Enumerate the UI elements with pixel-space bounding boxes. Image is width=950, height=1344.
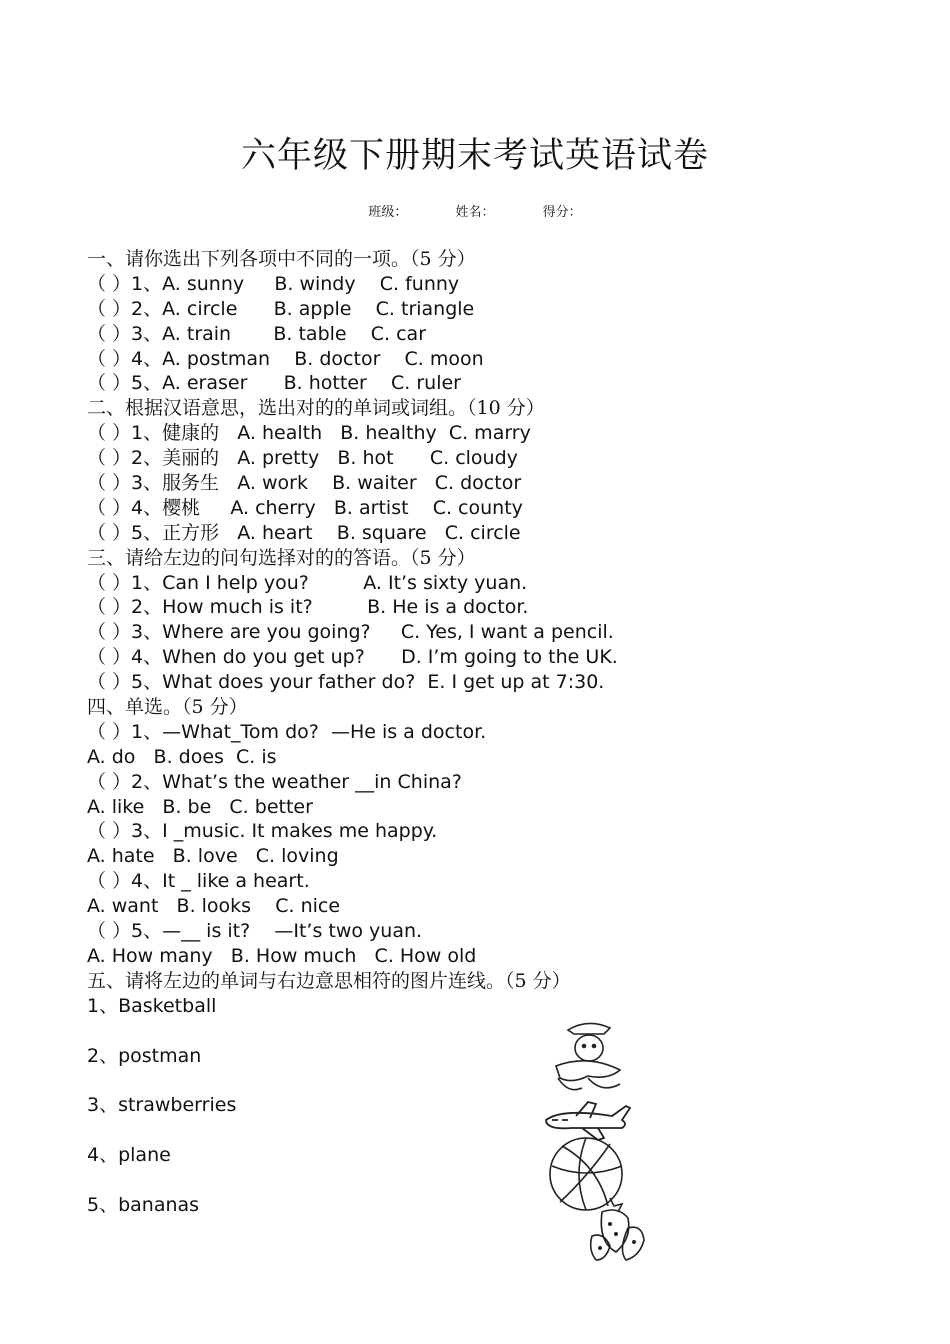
section-heading: 三、请给左边的问句选择对的的答语。（5 分） — [87, 546, 476, 569]
score-label: 得分： — [542, 205, 582, 220]
postman-icon — [556, 1023, 620, 1089]
question-line: （ ）3、A. train B. table C. car — [87, 322, 427, 345]
question-line: A. hate B. love C. loving — [87, 845, 339, 868]
question-line: （ ）2、A. circle B. apple C. triangle — [87, 297, 475, 320]
section-heading: 二、根据汉语意思，选出对的的单词或词组。（10 分） — [87, 397, 545, 420]
student-info — [0, 201, 950, 220]
question-line: （ ）1、A. sunny B. windy C. funny — [87, 272, 460, 295]
question-line: A. do B. does C. is — [87, 745, 277, 768]
name-label: 姓名： — [455, 205, 495, 220]
question-line: （ ）2、How much is it? B. He is a doctor. — [87, 596, 529, 619]
question-line: （ ）4、A. postman B. doctor C. moon — [87, 347, 484, 370]
question-line: （ ）4、It _ like a heart. — [87, 870, 310, 893]
question-line: A. How many B. How much C. How old — [87, 944, 477, 967]
question-line: （ ）2、What’s the weather __in China? — [87, 770, 462, 793]
matching-pictures — [540, 1018, 650, 1268]
question-line: 2、postman — [87, 1044, 202, 1067]
question-line — [87, 1168, 907, 1193]
plane-icon — [546, 1102, 630, 1140]
question-line: A. want B. looks C. nice — [87, 895, 341, 918]
exam-content — [87, 247, 907, 1218]
class-label: 班级： — [368, 205, 408, 220]
question-line: （ ）5、A. eraser B. hotter C. ruler — [87, 372, 461, 395]
question-line: （ ）4、When do you get up? D. I’m going to the UK. — [87, 646, 618, 669]
question-line — [87, 1118, 907, 1143]
section-heading: 一、请你选出下列各项中不同的一项。（5 分） — [87, 248, 476, 270]
question-line: （ ）1、—What_Tom do? —He is a doctor. — [87, 720, 487, 743]
question-line: （ ）5、—__ is it? —It’s two yuan. — [87, 920, 423, 943]
question-line: （ ）4、樱桃 A. cherry B. artist C. county — [87, 496, 523, 519]
question-line: A. like B. be C. better — [87, 795, 313, 818]
question-line: （ ）3、服务生 A. work B. waiter C. doctor — [87, 472, 522, 495]
question-line: （ ）3、Where are you going? C. Yes, I want a pencil. — [87, 621, 614, 644]
page-title: 六年级下册期末考试英语试卷 — [240, 136, 709, 176]
question-line: （ ）1、健康的 A. health B. healthy C. marry — [87, 422, 531, 445]
section-heading: 四、单选。（5 分） — [87, 696, 248, 719]
question-line: （ ）1、Can I help you? A. It’s sixty yuan. — [87, 571, 528, 594]
question-line: （ ）5、正方形 A. heart B. square C. circle — [87, 521, 521, 544]
question-line — [87, 1019, 907, 1044]
question-line — [87, 1068, 907, 1093]
question-line: （ ）2、美丽的 A. pretty B. hot C. cloudy — [87, 447, 518, 470]
question-line: 1、Basketball — [87, 994, 217, 1017]
question-line: 5、bananas — [87, 1193, 200, 1216]
question-line: （ ）5、What does your father do? E. I get up at 7:30. — [87, 671, 605, 694]
question-line: 4、plane — [87, 1144, 171, 1167]
section-heading: 五、请将左边的单词与右边意思相符的图片连线。（5 分） — [87, 969, 571, 992]
question-line: 3、strawberries — [87, 1094, 237, 1117]
question-line: （ ）3、I _music. It makes me happy. — [87, 820, 438, 843]
